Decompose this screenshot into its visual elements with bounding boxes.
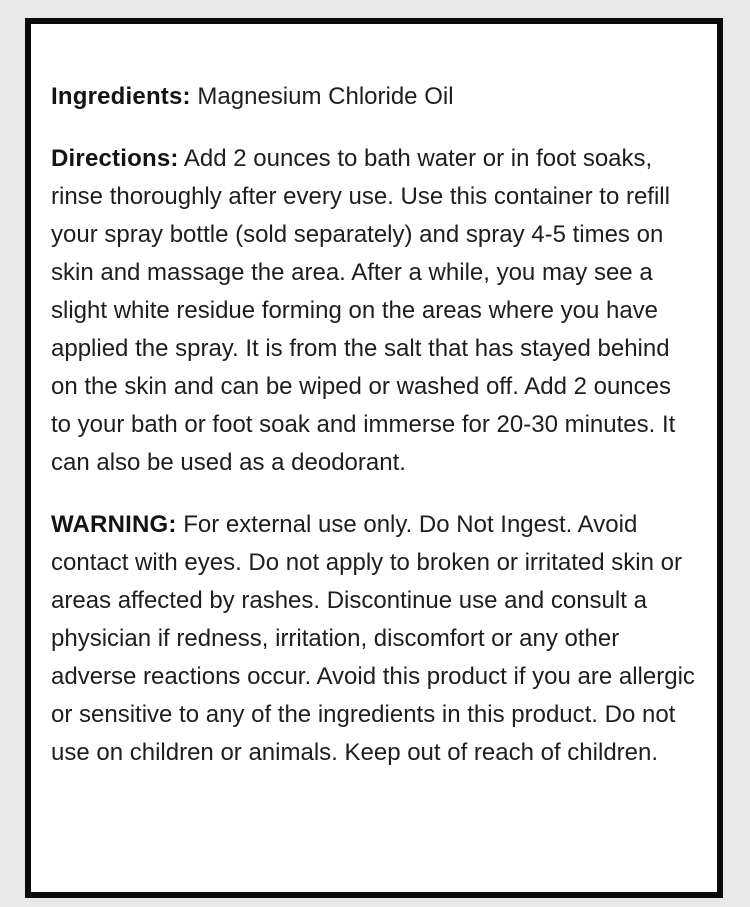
directions-heading: Directions: bbox=[51, 145, 179, 172]
warning-section bbox=[51, 506, 695, 772]
directions-section bbox=[51, 140, 695, 482]
warning-heading: WARNING: bbox=[51, 511, 177, 538]
ingredients-text: Magnesium Chloride Oil bbox=[197, 83, 454, 110]
warning-text: For external use only. Do Not Ingest. Avoid contact with eyes. Do not apply to broken or irritated skin or areas affected by rashes. Discontinue use and consult a physician if redness, irritation, discomfort or any other adverse reactions occur. Avoid this product if you are allergic or sensitive to any of the ingredients in this product. Do not use on children or animals. Keep out of reach of children. bbox=[51, 511, 695, 766]
product-label-panel bbox=[25, 18, 723, 898]
directions-text: Add 2 ounces to bath water or in foot soaks, rinse thoroughly after every use. Use this container to refill your spray bottle (sold separately) and spray 4-5 times on skin and massage the area. After a while, you may see a slight white residue forming on the areas where you have applied the spray. It is from the salt that has stayed behind on the skin and can be wiped or washed off. Add 2 ounces to your bath or foot soak and immerse for 20-30 minutes. It can also be used as a deodorant. bbox=[51, 145, 676, 476]
ingredients-section bbox=[51, 78, 695, 116]
ingredients-heading: Ingredients: bbox=[51, 83, 191, 110]
